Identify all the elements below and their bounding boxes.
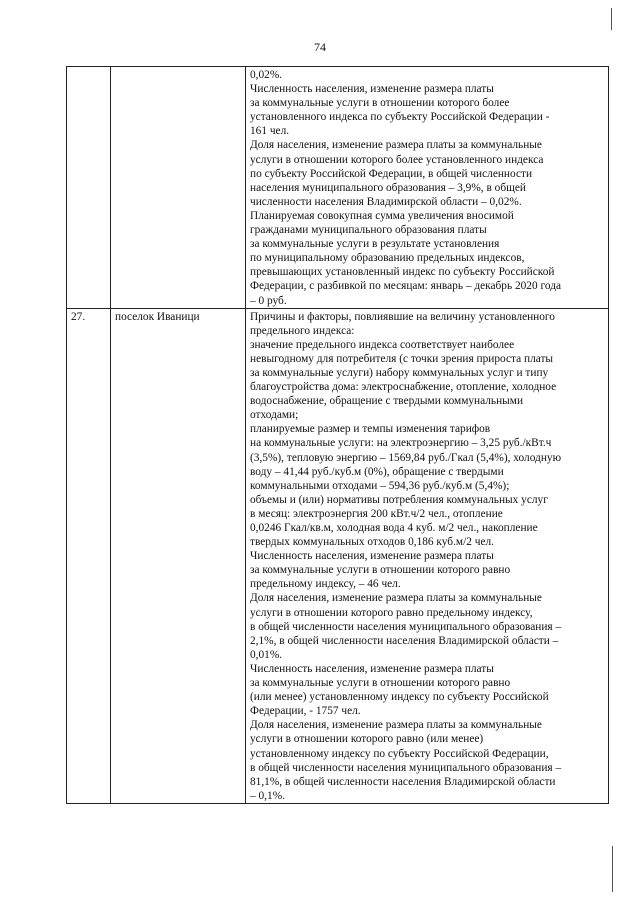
row-number-cell xyxy=(67,67,111,309)
text-line: по муниципальному образованию предельных индексов, xyxy=(250,252,525,265)
text-line: 0,0246 Гкал/кв.м, холодная вода 4 куб. м/2 чел., накопление xyxy=(250,522,538,534)
text-line: гражданами муниципального образования платы xyxy=(250,224,487,237)
scan-edge-mark xyxy=(611,8,612,30)
description-paragraph xyxy=(250,310,604,338)
page-number: 74 xyxy=(314,40,326,54)
text-line: благоустройства дома: электроснабжение, отопление, холодное xyxy=(250,381,557,394)
text-line: превышающих установленный индекс по субъекту Российской xyxy=(250,266,555,279)
text-line: невыгодному для потребителя (с точки зрения прироста платы xyxy=(250,352,554,365)
text-line: в общей численности населения муниципального образования – xyxy=(250,620,562,633)
text-line: Доля населения, изменение размера платы за коммунальные xyxy=(250,592,542,605)
description-paragraph xyxy=(250,591,604,661)
text-line: твердых коммунальных отходов 0,186 куб.м/2 чел. xyxy=(250,536,494,549)
text-line: установленного индекса по субъекту Российской Федерации - xyxy=(250,111,550,124)
text-line: 0,02%. xyxy=(250,69,283,81)
text-line: за коммунальные услуги в отношении которого равно xyxy=(250,564,511,577)
table-body xyxy=(67,67,609,804)
text-line: 0,01%. xyxy=(250,648,283,661)
text-line: Причины и факторы, повлиявшие на величину установленного xyxy=(250,310,555,323)
text-line: Численность населения, изменение размера платы xyxy=(250,662,494,675)
text-line: населения муниципального образования – 3,9%, в общей xyxy=(250,181,526,194)
text-line: Доля населения, изменение размера платы за коммунальные xyxy=(250,139,542,152)
text-line: по субъекту Российской Федерации, в общей численности xyxy=(250,167,533,180)
text-line: услуги в отношении которого равно предельному индексу, xyxy=(250,606,533,619)
text-line: коммунальными отходами – 594,36 руб./куб.м (5,4%); xyxy=(250,479,510,492)
text-line: Численность населения, изменение размера платы xyxy=(250,550,494,563)
description-paragraph xyxy=(250,138,604,208)
text-line: за коммунальные услуги) набору коммунальных услуг и типу xyxy=(250,366,549,379)
text-line: услуги в отношении которого более установленного индекса xyxy=(250,153,544,166)
text-line: Доля населения, изменение размера платы за коммунальные xyxy=(250,719,542,732)
text-line: объемы и (или) нормативы потребления коммунальных услуг xyxy=(250,493,548,506)
description-paragraph xyxy=(250,662,604,718)
text-line: установленному индексу по субъекту Российской Федерации, xyxy=(250,747,549,760)
text-line: Федерации, - 1757 чел. xyxy=(250,705,361,718)
row-number-cell: 27. xyxy=(67,308,111,803)
table-row xyxy=(67,308,609,803)
text-line: (или менее) установленному индексу по субъекту Российской xyxy=(250,691,549,704)
text-line: 81,1%, в общей численности населения Владимирской области xyxy=(250,775,556,788)
description-paragraph xyxy=(250,82,604,138)
description-paragraph xyxy=(250,209,604,308)
text-line: численности населения Владимирской области – 0,02%. xyxy=(250,195,522,208)
text-line: Численность населения, изменение размера платы xyxy=(250,83,494,96)
text-line: за коммунальные услуги в результате установления xyxy=(250,238,500,251)
municipality-name-cell xyxy=(111,67,246,309)
text-line: в общей численности населения муниципального образования – xyxy=(250,761,562,774)
text-line: (3,5%), тепловую энергию – 1569,84 руб./Гкал (5,4%), холодную xyxy=(250,451,562,464)
text-line: за коммунальные услуги в отношении которого более xyxy=(250,97,510,110)
text-line: предельному индексу, – 46 чел. xyxy=(250,578,401,591)
table-row xyxy=(67,67,609,309)
description-paragraph xyxy=(250,493,604,549)
description-paragraph xyxy=(250,338,604,423)
description-cell xyxy=(246,67,609,309)
scan-edge-mark xyxy=(612,846,613,892)
text-line: – 0,1%. xyxy=(250,789,285,802)
index-table xyxy=(66,66,609,804)
text-line: значение предельного индекса соответствует наиболее xyxy=(250,338,515,351)
text-line: услуги в отношении которого равно (или менее) xyxy=(250,733,484,746)
text-line: воду – 41,44 руб./куб.м (0%), обращение с твердыми xyxy=(250,465,504,478)
description-paragraph xyxy=(250,718,604,803)
text-line: на коммунальные услуги: на электроэнергию – 3,25 руб./кВт.ч xyxy=(250,437,552,450)
text-line: 2,1%, в общей численности населения Владимирской области – xyxy=(250,634,559,647)
text-line: предельного индекса: xyxy=(250,324,355,337)
description-paragraph xyxy=(250,422,604,492)
text-line: 161 чел. xyxy=(250,125,290,138)
text-line: планируемые размер и темпы изменения тарифов xyxy=(250,423,491,436)
text-line: водоснабжение, обращение с твердыми коммунальными xyxy=(250,395,524,408)
text-line: Планируемая совокупная сумма увеличения вносимой xyxy=(250,209,514,222)
municipality-name-cell: поселок Иваници xyxy=(111,308,246,803)
text-line: отходами; xyxy=(250,409,299,422)
text-line: – 0 руб. xyxy=(250,294,287,307)
text-line: за коммунальные услуги в отношении которого равно xyxy=(250,677,511,690)
description-paragraph xyxy=(250,549,604,591)
description-cell xyxy=(246,308,609,803)
text-line: Федерации, с разбивкой по месяцам: январь – декабрь 2020 года xyxy=(250,280,562,293)
text-line: в месяц: электроэнергия 200 кВт.ч/2 чел., отопление xyxy=(250,507,503,520)
description-paragraph xyxy=(250,68,604,82)
